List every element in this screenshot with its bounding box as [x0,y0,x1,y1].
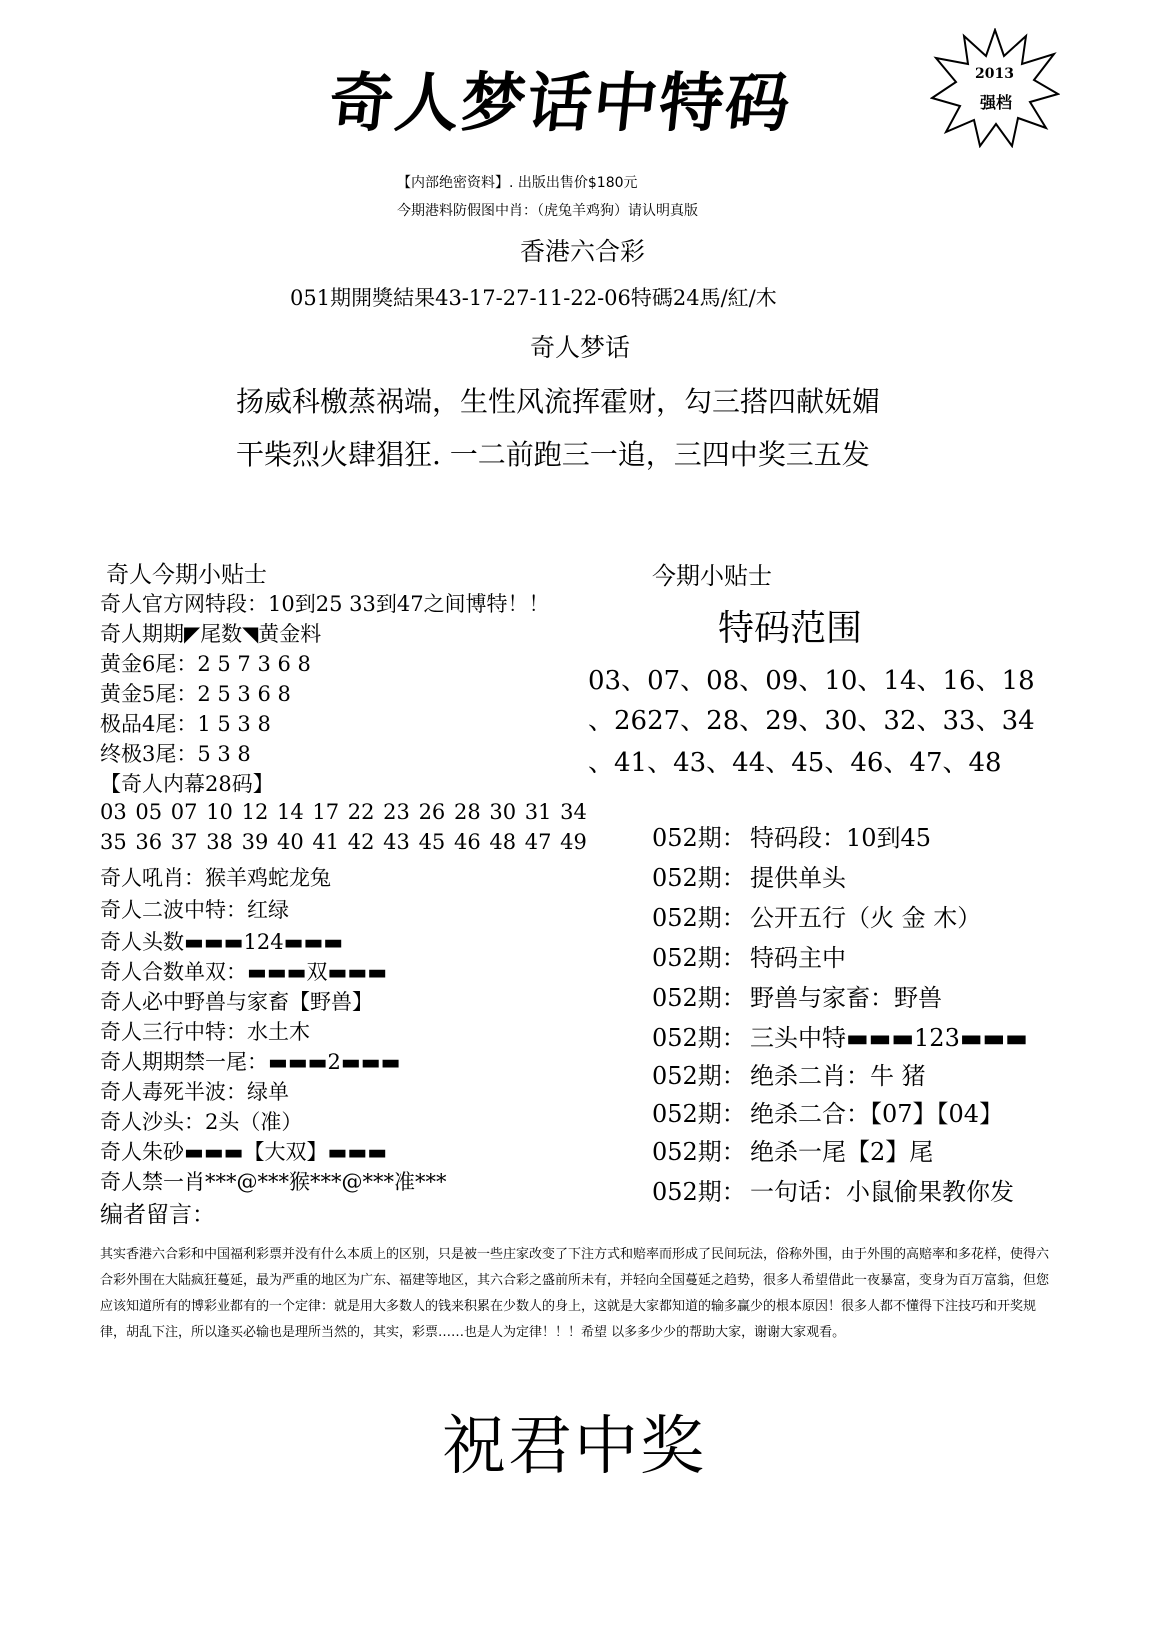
tip-text: 三头中特▬▬▬123▬▬▬ [750,1024,1028,1052]
left-line: 奇人沙头：2头（准） [100,1110,303,1134]
tip-text: 提供单头 [750,864,846,892]
range-row: 、2627、28、29、30、32、33、34 [588,706,1035,736]
poem-line-1: 扬威科檄蒸祸端，生性风流挥霍财，勾三搭四献妩媚 [236,385,881,418]
number-row: 03 05 07 10 12 14 17 22 23 26 28 30 31 34 [100,800,587,824]
tip-period: 052期： [652,824,746,852]
left-line: 黄金6尾：2 5 7 3 6 8 [100,652,311,676]
left-line: 奇人吼肖：猴羊鸡蛇龙兔 [100,866,331,890]
left-line: 【奇人内幕28码】 [100,772,274,796]
tip-period: 052期： [652,1062,746,1090]
result-line: 051期開獎結果43-17-27-11-22-06特碼24馬/紅/木 [290,286,777,310]
tip-period: 052期： [652,984,746,1012]
section-title: 奇人梦话 [530,333,631,362]
left-line: 终极3尾：5 3 8 [100,742,251,766]
range-row: 、41、43、44、45、46、47、48 [588,748,1002,778]
left-line: 奇人合数单双：▬▬▬双▬▬▬ [100,960,388,984]
left-line: 奇人三行中特：水土木 [100,1020,310,1044]
tip-text: 特码主中 [750,944,846,972]
left-line: 奇人二波中特：红绿 [100,898,289,922]
tip-text: 野兽与家畜：野兽 [750,984,942,1012]
left-line: 奇人禁一肖***@***猴***@***准*** [100,1170,447,1194]
left-line: 奇人毒死半波：绿单 [100,1080,289,1104]
badge-label: 强档 [980,93,1013,112]
tip-period: 052期： [652,1100,746,1128]
left-line: 黄金5尾：2 5 3 6 8 [100,682,291,706]
tip-period: 052期： [652,864,746,892]
starburst-badge [930,28,1060,148]
number-row: 35 36 37 38 39 40 41 42 43 45 46 48 47 49 [100,830,587,854]
poem-line-2: 干柴烈火肆猖狂. 一二前跑三一追，三四中奖三五发 [236,438,870,471]
blessing-text: 祝君中奖 [442,1410,706,1484]
left-line: 奇人必中野兽与家畜【野兽】 [100,990,373,1014]
page-title: 奇人梦话中特码 [325,67,796,141]
range-row: 03、07、08、09、10、14、16、18 [588,666,1035,696]
lottery-name: 香港六合彩 [520,237,646,266]
tip-text: 特码段：10到45 [750,824,932,852]
badge-year: 2013 [975,66,1014,82]
left-line: 奇人期期禁一尾：▬▬▬2▬▬▬ [100,1050,401,1074]
right-heading: 今期小贴士 [652,562,772,590]
tip-text: 一句话：小鼠偷果教你发 [750,1178,1014,1206]
tip-period: 052期： [652,904,746,932]
notice-line-1: 【内部绝密资料】. 出版出售价$180元 [397,175,638,191]
left-line: 奇人头数▬▬▬124▬▬▬ [100,930,344,954]
left-line: 极品4尾：1 5 3 8 [100,712,271,736]
left-line: 奇人朱砂▬▬▬【大双】▬▬▬ [100,1140,388,1164]
tip-text: 公开五行（火 金 木） [750,904,982,932]
tip-period: 052期： [652,1024,746,1052]
range-title: 特码范围 [718,608,863,649]
tip-text: 绝杀一尾【2】尾 [750,1138,934,1166]
tip-text: 绝杀二肖：牛 猪 [750,1062,926,1090]
tip-period: 052期： [652,1138,746,1166]
left-line: 奇人期期◤尾数◥黄金料 [100,622,322,646]
tip-period: 052期： [652,1178,746,1206]
left-heading: 奇人今期小贴士 [106,562,267,588]
editor-note-label: 编者留言： [100,1202,215,1228]
editor-note-paragraph: 其实香港六合彩和中国福利彩票并没有什么本质上的区别，只是被一些庄家改变了下注方式和赔率而形成了民间玩法，俗称外围，由于外围的高赔率和多花样，使得六合彩外围在大陆疯狂蔓延，最为严重的地区为广东、福建等地区，其六合彩之盛前所未有，并轻向全国蔓延之趋势，很多人希望借此一夜暴富，变身为百万富翁，但您应该知道所有的博彩业都有的一个定律：就是用大多数人的钱来积累在少数人的身上，这就是大家都知道的输多赢少的根本原因！很多人都不懂得下注技巧和开奖规律，胡乱下注，所以逢买必输也是理所当然的，其实，彩票……也是人为定律！！！希望 以多多少少的帮助大家，谢谢大家观看。 [100,1247,1050,1340]
notice-line-2: 今期港料防假图中肖：（虎兔羊鸡狗）请认明真版 [397,203,698,219]
left-line: 奇人官方网特段：10到25 33到47之间博特！！ [100,592,550,616]
tip-period: 052期： [652,944,746,972]
tip-text: 绝杀二合：【07】【04】 [750,1100,1004,1128]
